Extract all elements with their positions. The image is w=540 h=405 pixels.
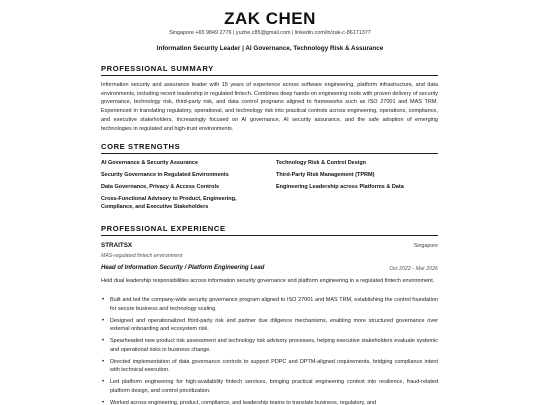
experience-bullet: • Designed and operationalized third-party risk and partner due diligence mechanisms, enabling more structured governance over external onboarding and ecosystem risk. <box>101 317 438 334</box>
strength-item: Third-Party Risk Management (TPRM) <box>276 171 375 178</box>
experience-bullet: • Led platform engineering for high-availability fintech services, bringing practical engineering context into resilience, fraud-related platform design, and control prioritization. <box>101 378 438 395</box>
role-summary: Held dual leadership responsibilities across information security governance and platform engineering in a regulated fintech environment. <box>101 278 435 284</box>
candidate-name: ZAK CHEN <box>224 9 316 28</box>
contact-line: Singapore +65 9849 2776 | yuzhe.c85@gmail.com | linkedin.com/in/zak-c-86171377 <box>169 30 371 36</box>
experience-bullets <box>101 296 438 405</box>
strengths-right-column <box>276 159 441 195</box>
summary-section-title: PROFESSIONAL SUMMARY <box>101 64 438 76</box>
strength-item: Technology Risk & Control Design <box>276 160 367 166</box>
strength-item: Engineering Leadership across Platforms & Data <box>276 183 404 190</box>
role-title: Head of Information Security / Platform Engineering Lead <box>101 265 265 271</box>
strengths-left-column <box>101 159 266 215</box>
role-dates: Oct 2022 - Mar 2026 <box>389 266 438 272</box>
summary-text: Information security and assurance leader with 15 years of experience across software engineering, platform infrastructure, and data environments, including recent leadership in regulated fintech. Combines deep hands-on engineering roots with proven delivery of security governance, technology risk, third-party risk, and data control programs aligned to frameworks such as ISO 27001 and MAS TRM. Experienced in translating regulatory, operational, and technology risk into practical controls across engineering, operations, compliance, and executive stakeholders. Increasingly focused on AI governance, AI security assurance, and the safe adoption of emerging technologies in regulated and high-trust environments. <box>101 82 438 132</box>
strength-item: Data Governance, Privacy & Access Controls <box>101 183 220 190</box>
strength-item: AI Governance & Security Assurance <box>101 160 199 166</box>
experience-bullet: • Worked across engineering, product, compliance, and leadership teams to translate business, regulatory, and <box>101 399 438 405</box>
experience-bullet: • Built and led the company-wide security governance program aligned to ISO 27001 and MAS TRM, establishing the control foundation for secure business and technology scaling. <box>101 296 438 313</box>
headline: Information Security Leader | AI Governance, Technology Risk & Assurance <box>156 45 384 52</box>
experience-bullet: • Directed implementation of data governance controls to support PDPC and DPTM-aligned requirements, bridging compliance intent with technical execution. <box>101 358 438 375</box>
experience-bullet: • Spearheaded new product risk assessment and technology risk advisory processes, helping executive stakeholders evaluate systemic and operational risks in business change. <box>101 337 438 354</box>
company-description: MAS-regulated fintech environment <box>101 253 183 259</box>
company-name: STRAITSX <box>101 242 133 249</box>
strength-item: Cross-Functional Advisory to Product, Engineering, Compliance, and Executive Stakeholders <box>101 195 237 211</box>
strengths-section-title: CORE STRENGTHS <box>101 142 438 154</box>
strength-item: Security Governance in Regulated Environments <box>101 171 229 178</box>
experience-section-title: PROFESSIONAL EXPERIENCE <box>101 224 438 236</box>
company-location: Singapore <box>413 243 438 249</box>
